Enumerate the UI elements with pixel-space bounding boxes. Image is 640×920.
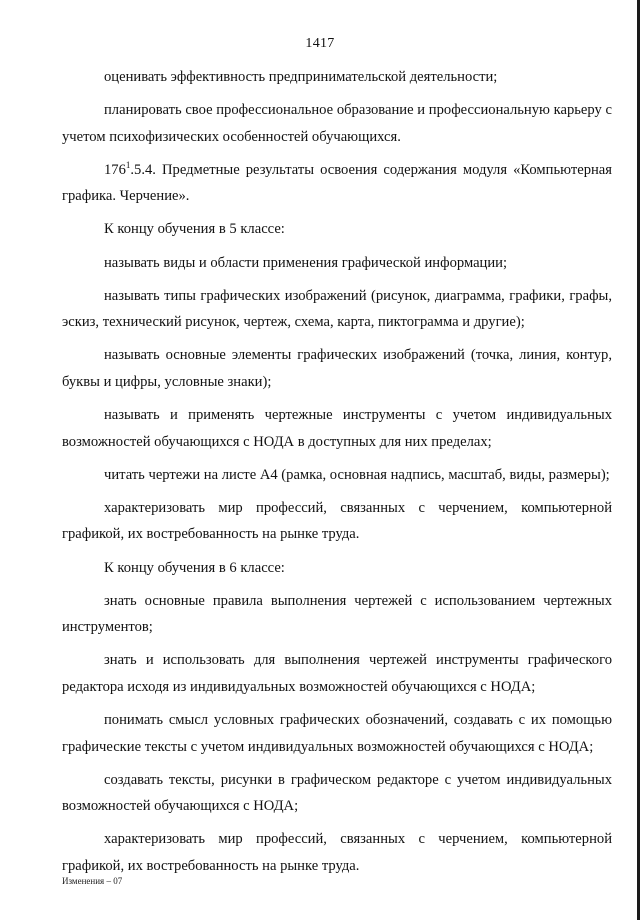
paragraph: называть типы графических изображений (рисунок, диаграмма, графики, графы, эскиз, технический рисунок, чертеж, схема, карта, пиктограмма и другие); (62, 287, 612, 331)
paragraph: характеризовать мир профессий, связанных с черчением, компьютерной графикой, их востребованность на рынке труда. (62, 499, 612, 543)
paragraph: К концу обучения в 5 классе: (104, 221, 285, 238)
paragraph: знать основные правила выполнения чертежей с использованием чертежных инструментов; (62, 592, 612, 636)
paragraph: называть основные элементы графических изображений (точка, линия, контур, буквы и цифры, условные знаки); (62, 347, 612, 390)
paragraph: называть виды и области применения графической информации; (104, 254, 508, 271)
section-number-superscript: 1 (125, 159, 131, 170)
section-number: 176 (104, 161, 126, 178)
paragraph: называть и применять чертежные инструменты с учетом индивидуальных возможностей обучающихся с НОДА в доступных для них пределах; (62, 407, 612, 450)
paragraph: создавать тексты, рисунки в графическом редакторе с учетом индивидуальных возможностей обучающихся с НОДА; (62, 771, 612, 815)
paragraph: К концу обучения в 6 классе: (104, 559, 285, 576)
section-heading-paragraph (62, 157, 612, 210)
paragraph: понимать смысл условных графических обозначений, создавать с их помощью графические тексты с учетом индивидуальных возможностей обучающихся с НОДА; (62, 711, 612, 755)
section-heading-text: .5.4. Предметные результаты освоения содержания модуля «Компьютерная графика. Черчение». (62, 161, 612, 205)
paragraph: читать чертежи на листе А4 (рамка, основная надпись, масштаб, виды, размеры); (104, 466, 610, 483)
paragraph: характеризовать мир профессий, связанных с черчением, компьютерной графикой, их востребованность на рынке труда. (62, 831, 612, 874)
paragraph: планировать свое профессиональное образование и профессиональную карьеру с учетом психофизических особенностей обучающихся. (62, 102, 612, 145)
paragraph: знать и использовать для выполнения чертежей инструменты графического редактора исходя из индивидуальных возможностей обучающихся с НОДА; (62, 652, 612, 695)
footer-note: Изменения – 07 (62, 876, 123, 886)
paragraph: оценивать эффективность предпринимательской деятельности; (104, 69, 498, 85)
page-number: 1417 (305, 36, 335, 51)
document-body (62, 64, 612, 886)
